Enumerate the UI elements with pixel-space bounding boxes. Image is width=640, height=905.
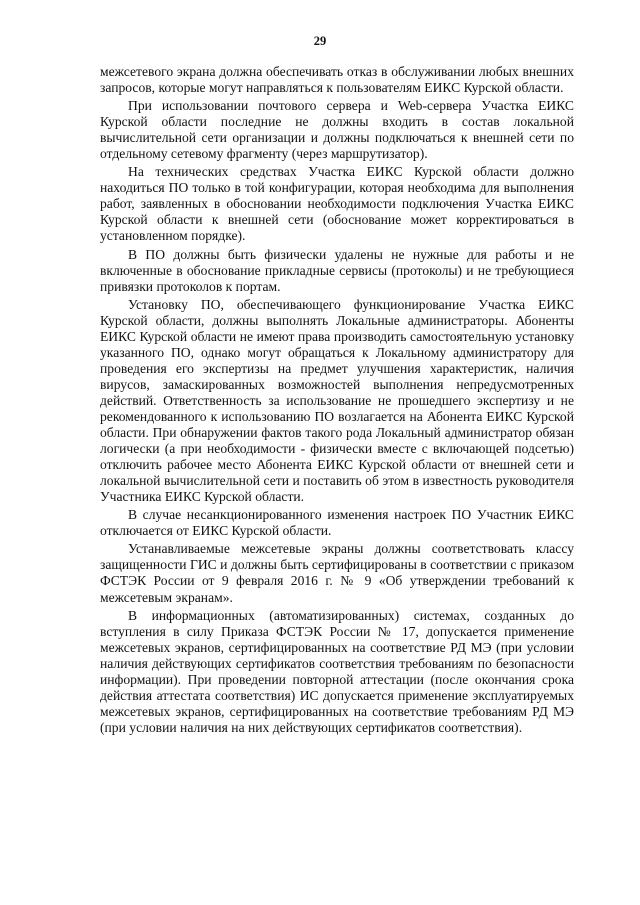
paragraph-6: В случае несанкционированного изменения настроек ПО Участник ЕИКС отключается от ЕИКС Курской области. <box>100 507 574 539</box>
paragraph-8: В информационных (автоматизированных) системах, созданных до вступления в силу Приказа ФСТЭК России № 17, допускается применение межсетевых экранов, сертифицированных на соответствие РД МЭ (при условии наличия действующих сертификатов соответствия требованиям по безопасности информации). При проведении повторной аттестации (после окончания срока действия аттестата соответствия) ИС допускается применение эксплуатируемых межсетевых экранов, сертифицированных на соответствие требованиям РД МЭ (при условии наличия на них действующих сертификатов соответствия). <box>100 607 574 735</box>
paragraph-7: Устанавливаемые межсетевые экраны должны соответствовать классу защищенности ГИС и должны быть сертифицированы в соответствии с приказом ФСТЭК России от 9 февраля 2016 г. № 9 «Об утверждении требований к межсетевым экранам». <box>100 541 574 605</box>
paragraph-2: При использовании почтового сервера и Web-сервера Участка ЕИКС Курской области последние не должны входить в состав локальной вычислительной сети организации и должны подключаться к внешней сети по отдельному сетевому фрагменту (через маршрутизатор). <box>100 98 574 162</box>
document-body <box>100 64 574 738</box>
paragraph-4: В ПО должны быть физически удалены не нужные для работы и не включенные в обоснование прикладные сервисы (протоколы) и не требующиеся привязки протоколов к портам. <box>100 246 574 294</box>
paragraph-5: Установку ПО, обеспечивающего функционирование Участка ЕИКС Курской области, должны выполнять Локальные администраторы. Абоненты ЕИКС Курской области не имеют права производить самостоятельную установку указанного ПО, однако могут обращаться к Локальному администратору для проведения его экспертизы на предмет улучшения характеристик, наличия вирусов, замаскированных возможностей выполнения непредусмотренных действий. Ответственность за использование не прошедшего экспертизу и не рекомендованного к использованию ПО возлагается на Абонента ЕИКС Курской области. При обнаружении фактов такого рода Локальный администратор обязан логически (а при необходимости - физически вместе с включающей подсетью) отключить рабочее место Абонента ЕИКС Курской области от внешней сети и локальной вычислительной сети и поставить об этом в известность руководителя Участника ЕИКС Курской области. <box>100 296 574 505</box>
paragraph-3: На технических средствах Участка ЕИКС Курской области должно находиться ПО только в той конфигурации, которая необходима для выполнения работ, заявленных в обосновании необходимости подключения Участка ЕИКС Курской области к внешней сети (обоснование может корректироваться в установленном порядке). <box>100 164 574 244</box>
paragraph-1: межсетевого экрана должна обеспечивать отказ в обслуживании любых внешних запросов, которые могут направляться к пользователям ЕИКС Курской области. <box>100 64 574 96</box>
page-number: 29 <box>313 34 327 48</box>
